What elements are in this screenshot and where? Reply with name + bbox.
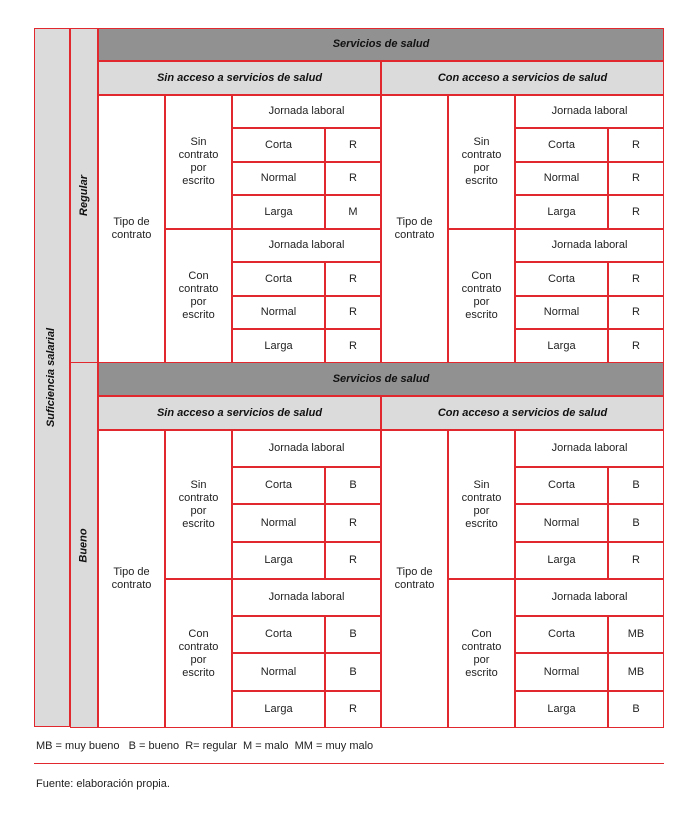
rating-value: R [325,504,381,542]
divider-line [34,763,664,764]
jornada-length: Larga [515,329,608,363]
contract-label: Con contrato por escrito [165,579,232,728]
outer-label-cell [34,28,70,727]
jornada-length: Normal [515,162,608,195]
jornada-header: Jornada laboral [515,430,664,467]
rating-value: B [325,653,381,691]
jornada-header: Jornada laboral [515,95,664,128]
rating-value: R [608,542,664,579]
outer-label: Suficiencia salarial [45,327,58,428]
source-text: Fuente: elaboración propia. [36,778,170,790]
rating-value: B [325,467,381,504]
jornada-length: Larga [515,691,608,728]
rating-value: R [325,128,381,162]
contract-label: Con contrato por escrito [448,579,515,728]
rating-value: R [325,262,381,296]
rating-value: R [608,162,664,195]
jornada-length: Corta [515,262,608,296]
rating-value: R [325,691,381,728]
jornada-length: Corta [232,616,325,653]
jornada-header: Jornada laboral [232,579,381,616]
rating-value: R [608,296,664,329]
contract-label: Sin contrato por escrito [448,430,515,579]
tipo-contrato-cell: Tipo de contrato [98,95,165,363]
jornada-length: Corta [515,616,608,653]
jornada-length: Normal [232,296,325,329]
jornada-length: Corta [232,467,325,504]
jornada-length: Corta [515,467,608,504]
rating-value: R [608,262,664,296]
group-header: Con acceso a servicios de salud [381,61,664,95]
rating-value: B [325,616,381,653]
jornada-header: Jornada laboral [232,430,381,467]
tipo-contrato-cell: Tipo de contrato [381,430,448,728]
jornada-length: Larga [232,542,325,579]
rating-value: R [325,296,381,329]
rating-value: M [325,195,381,229]
legend-text: MB = muy bueno B = bueno R= regular M = malo MM = muy malo [36,740,374,752]
group-header: Con acceso a servicios de salud [381,396,664,430]
jornada-length: Larga [232,691,325,728]
level-label-cell [70,362,98,728]
rating-value: B [608,691,664,728]
jornada-length: Normal [232,162,325,195]
contract-label: Sin contrato por escrito [448,95,515,229]
jornada-length: Normal [515,653,608,691]
level-label-cell [70,28,98,363]
rating-value: R [325,542,381,579]
contract-label: Con contrato por escrito [165,229,232,363]
rating-value: MB [608,616,664,653]
jornada-header: Jornada laboral [232,95,381,128]
jornada-length: Larga [515,542,608,579]
contract-label: Con contrato por escrito [448,229,515,363]
section-header: Servicios de salud [98,28,664,61]
jornada-length: Normal [232,504,325,542]
level-label: Bueno [77,527,90,563]
jornada-length: Normal [515,296,608,329]
jornada-length: Normal [515,504,608,542]
rating-value: R [608,195,664,229]
jornada-length: Larga [515,195,608,229]
jornada-length: Larga [232,329,325,363]
rating-value: R [325,162,381,195]
rating-value: MB [608,653,664,691]
jornada-length: Corta [515,128,608,162]
rating-value: R [325,329,381,363]
group-header: Sin acceso a servicios de salud [98,396,381,430]
tipo-contrato-cell: Tipo de contrato [98,430,165,728]
rating-value: R [608,128,664,162]
contract-label: Sin contrato por escrito [165,430,232,579]
group-header: Sin acceso a servicios de salud [98,61,381,95]
jornada-length: Corta [232,128,325,162]
rating-value: B [608,504,664,542]
jornada-header: Jornada laboral [515,579,664,616]
section-header: Servicios de salud [98,362,664,396]
rating-value: B [608,467,664,504]
rating-value: R [608,329,664,363]
jornada-length: Normal [232,653,325,691]
jornada-header: Jornada laboral [515,229,664,262]
level-label: Regular [77,175,90,216]
tipo-contrato-cell: Tipo de contrato [381,95,448,363]
jornada-header: Jornada laboral [232,229,381,262]
jornada-length: Corta [232,262,325,296]
jornada-length: Larga [232,195,325,229]
contract-label: Sin contrato por escrito [165,95,232,229]
